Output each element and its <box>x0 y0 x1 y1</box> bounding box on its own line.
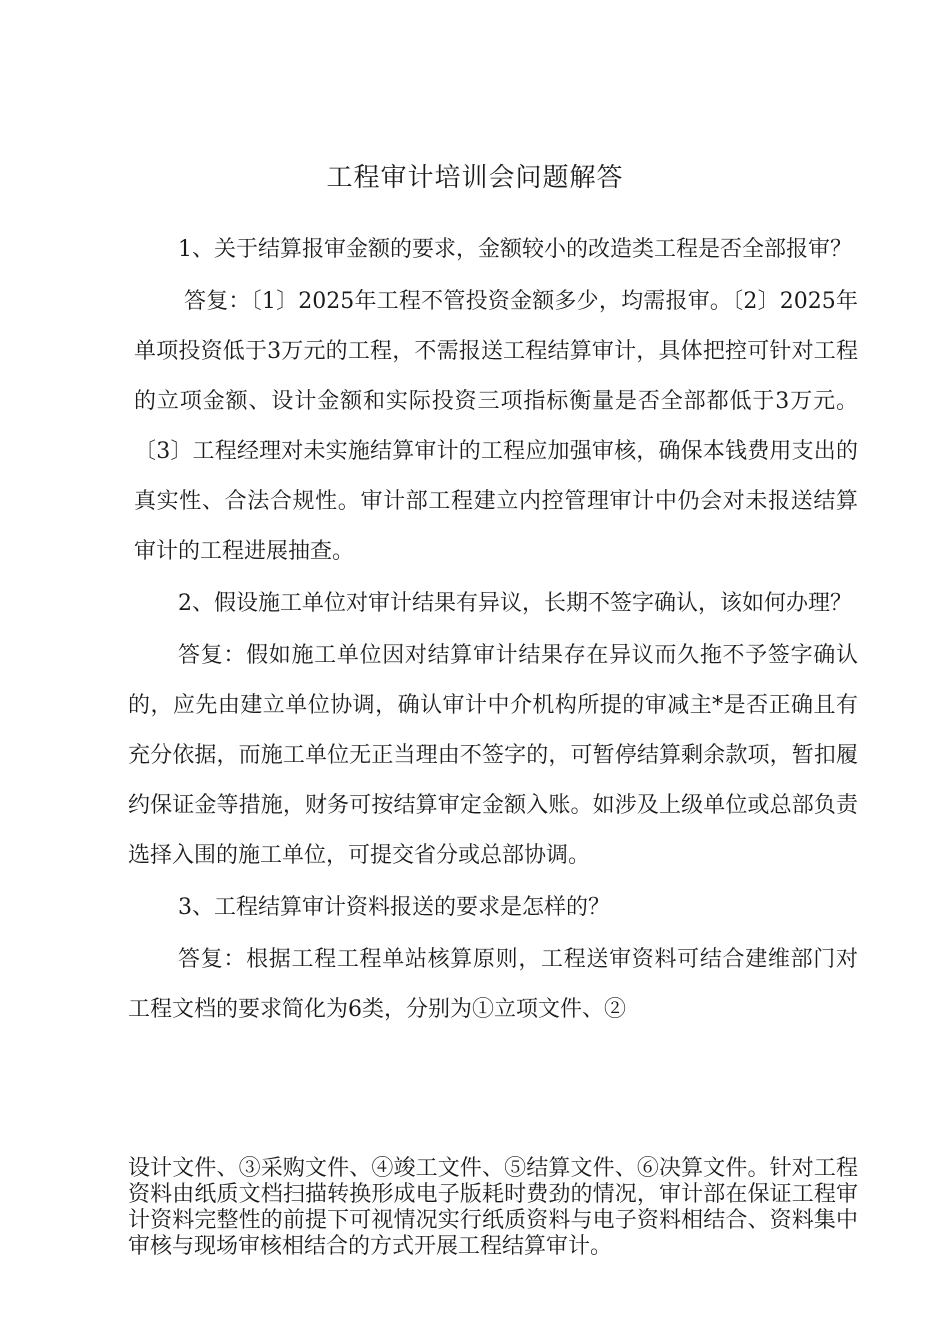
answer-3: 答复：根据工程工程单站核算原则，工程送审资料可结合建维部门对工程文档的要求简化为6类，分别为①立项文件、② <box>128 947 858 1022</box>
document-body <box>128 225 858 1037</box>
answer-1: 答复：〔1〕2025年工程不管投资金额多少，均需报审。〔2〕2025年单项投资低于3万元的工程，不需报送工程结算审计，具体把控可针对工程的立项金额、设计金额和实际投资三项指标衡量是否全部都低于3万元。〔3〕工程经理对未实施结算审计的工程应加强审核，确保本钱费用支出的真实性、合法合规性。审计部工程建立内控管理审计中仍会对未报送结算审计的工程进展抽查。 <box>134 289 858 564</box>
document-title: 工程审计培训会问题解答 <box>326 163 624 193</box>
continuation-paragraph: 设计文件、③采购文件、④竣工文件、⑤结算文件、⑥决算文件。针对工程资料由纸质文档扫描转换形成电子版耗时费劲的情况，审计部在保证工程审计资料完整性的前提下可视情况实行纸质资料与电子资料相结合、资料集中审核与现场审核相结合的方式开展工程结算审计。 <box>128 1156 858 1259</box>
answer-2: 答复：假如施工单位因对结算审计结果存在异议而久拖不予签字确认的，应先由建立单位协调，确认审计中介机构所提的审减主*是否正确且有充分依据，而施工单位无正当理由不签字的，可暂停结算剩余款项，暂扣履约保证金等措施，财务可按结算审定金额入账。如涉及上级单位或总部负责选择入围的施工单位，可提交省分或总部协调。 <box>128 643 858 868</box>
question-2: 2、假设施工单位对审计结果有异议，长期不签字确认，该如何办理？ <box>178 591 852 616</box>
question-3: 3、工程结算审计资料报送的要求是怎样的？ <box>178 895 610 920</box>
question-1: 1、关于结算报审金额的要求，金额较小的改造类工程是否全部报审？ <box>178 237 852 262</box>
